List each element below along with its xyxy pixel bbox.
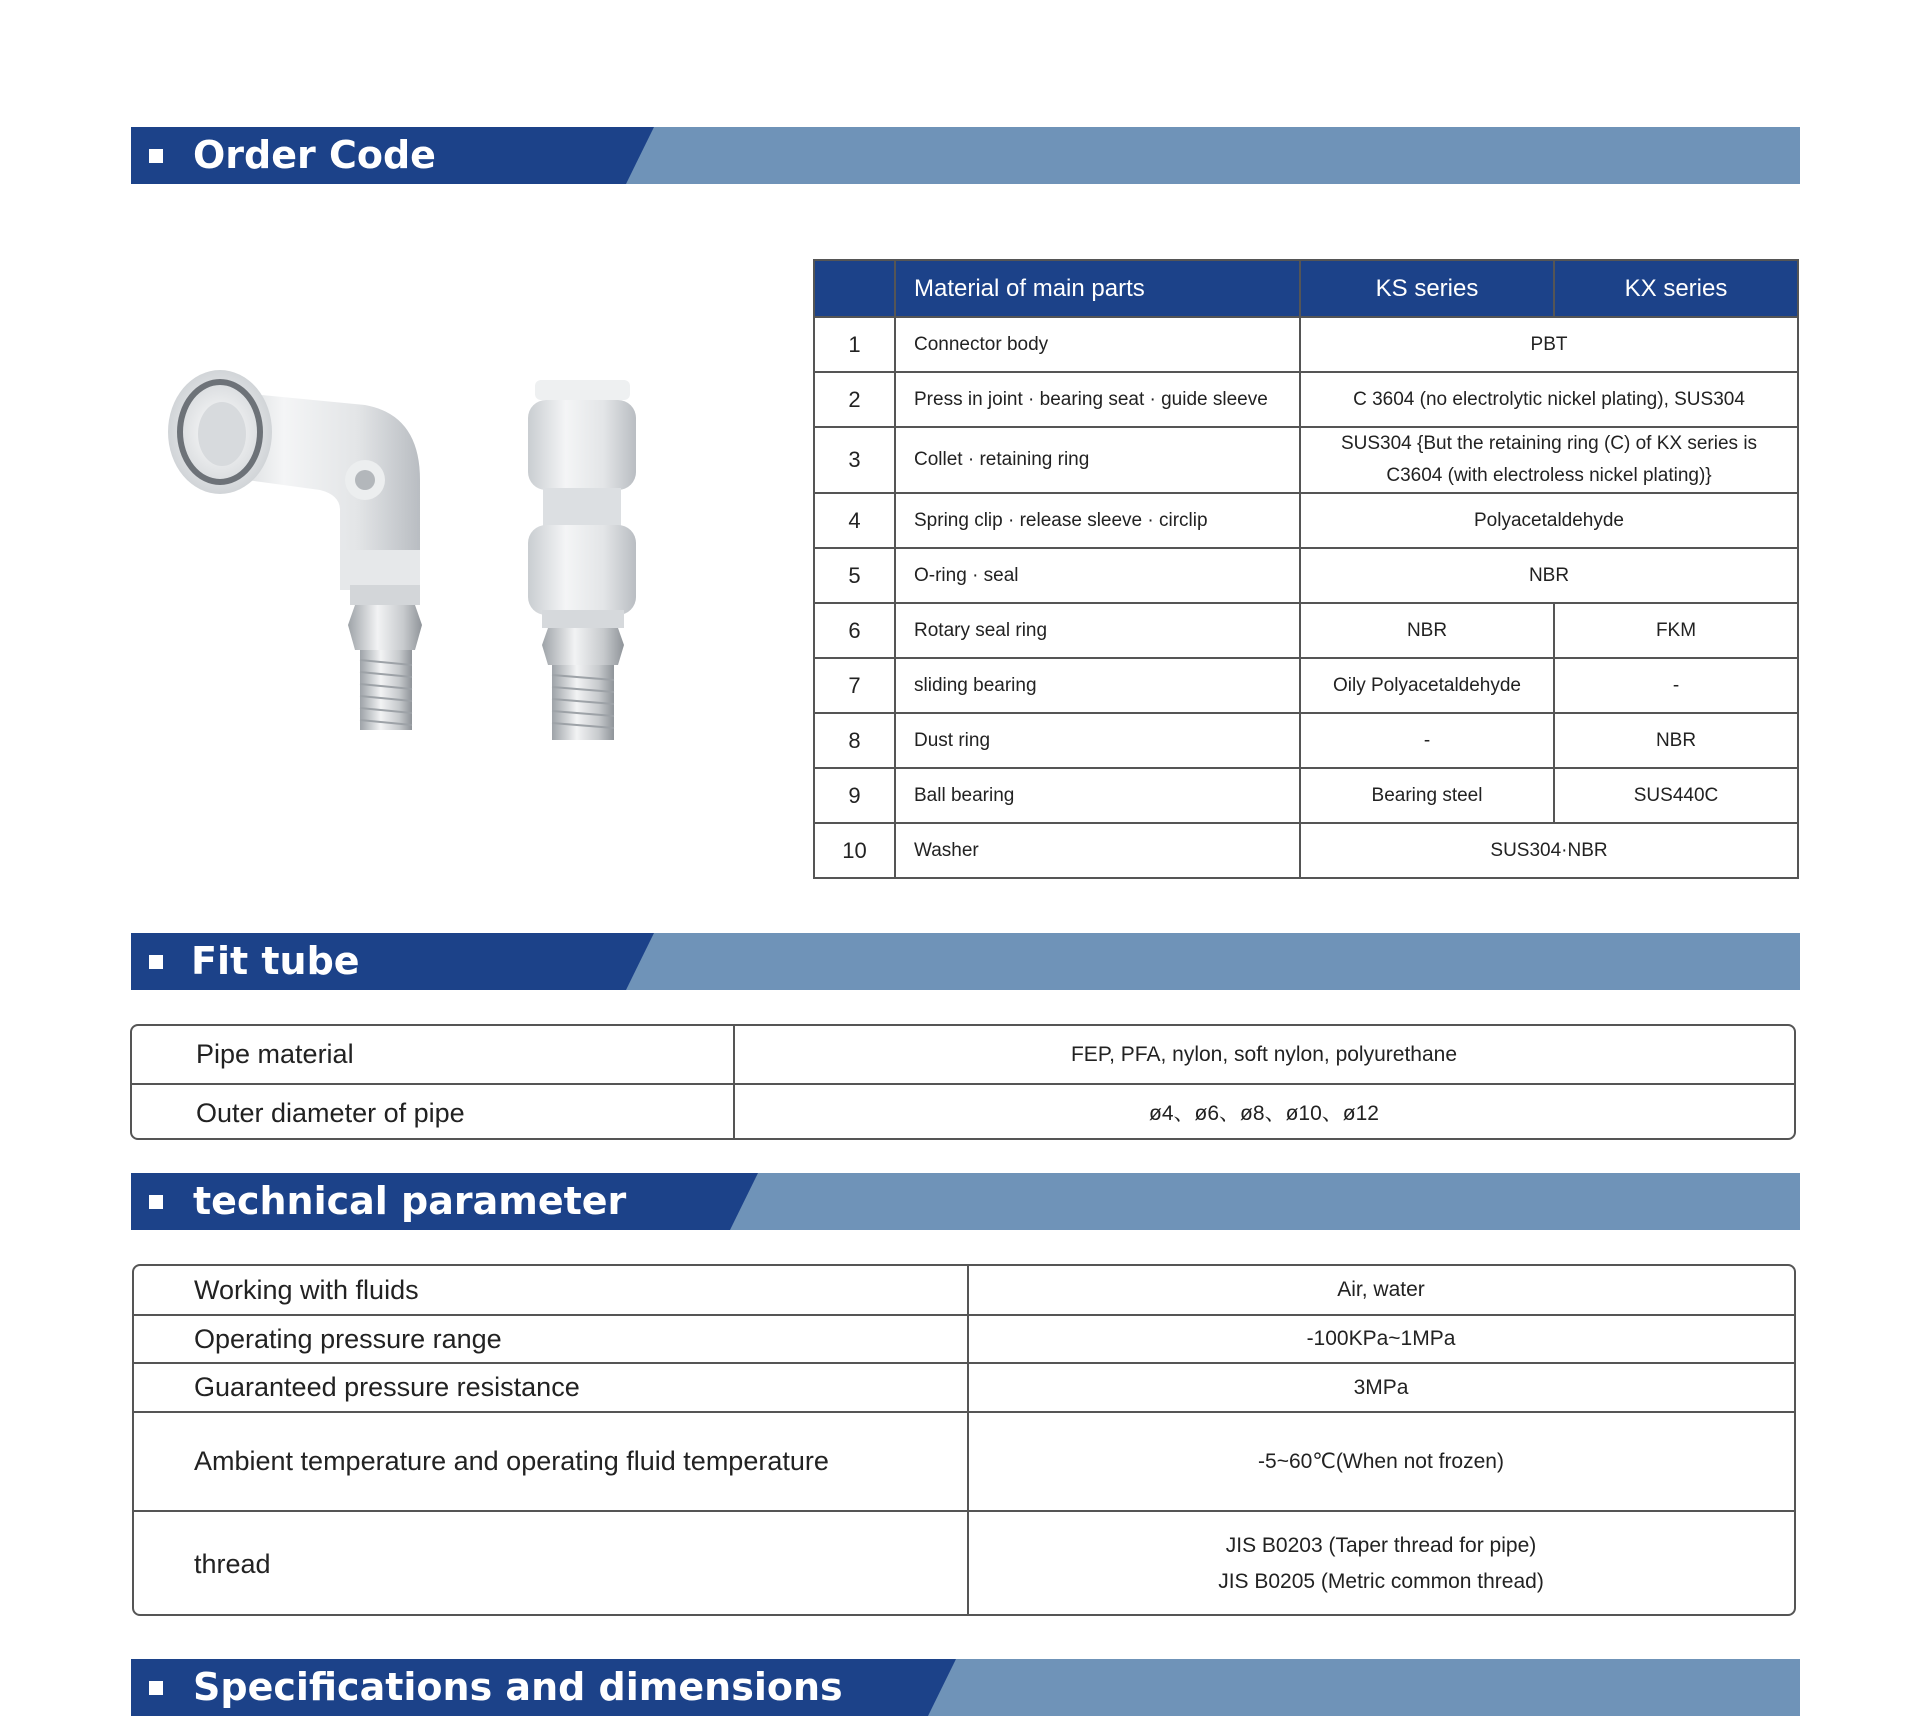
- row-number: 7: [814, 658, 895, 713]
- kx-value: SUS440C: [1554, 768, 1798, 823]
- part-name: Washer: [895, 823, 1300, 878]
- header-ks-series: KS series: [1300, 260, 1554, 317]
- table-header-row: [814, 260, 1798, 317]
- row-number: 8: [814, 713, 895, 768]
- row-number: 3: [814, 427, 895, 493]
- elbow-fitting: [168, 370, 422, 730]
- thread-value-line1: JIS B0203 (Taper thread for pipe): [1225, 1534, 1537, 1557]
- material-value: SUS304·NBR: [1300, 823, 1798, 878]
- technical-parameter-banner: [131, 1173, 1800, 1230]
- part-name: Ball bearing: [895, 768, 1300, 823]
- table-row: [814, 713, 1798, 768]
- fit-tube-banner: [131, 933, 1800, 990]
- table-row: [814, 548, 1798, 603]
- table-row: [814, 658, 1798, 713]
- part-name: Connector body: [895, 317, 1300, 372]
- table-row: [814, 317, 1798, 372]
- table-row: [814, 372, 1798, 427]
- row-number: 9: [814, 768, 895, 823]
- outer-diameter-label: Outer diameter of pipe: [196, 1098, 465, 1128]
- pressure-range-label: Operating pressure range: [194, 1323, 502, 1354]
- pressure-resistance-label: Guaranteed pressure resistance: [194, 1372, 580, 1402]
- kx-value: FKM: [1554, 603, 1798, 658]
- temperature-label: Ambient temperature and operating fluid temperature: [194, 1446, 829, 1476]
- row-number: 2: [814, 372, 895, 427]
- pipe-material-label: Pipe material: [196, 1039, 354, 1069]
- part-name: sliding bearing: [895, 658, 1300, 713]
- pipe-material-value: FEP, PFA, nylon, soft nylon, polyurethane: [1070, 1043, 1457, 1066]
- table-row: [132, 1026, 1794, 1083]
- technical-parameter-table: [132, 1264, 1796, 1616]
- part-name: Collet · retaining ring: [895, 427, 1300, 493]
- section-title-specifications: Specifications and dimensions: [193, 1665, 843, 1709]
- thread-value: [968, 1512, 1794, 1616]
- row-number: 4: [814, 493, 895, 548]
- material-value-line1: SUS304 {But the retaining ring (C) of KX series is: [1340, 433, 1758, 454]
- table-row: [814, 768, 1798, 823]
- thread-value-line2: JIS B0205 (Metric common thread): [1218, 1570, 1544, 1593]
- section-title-technical-parameter: technical parameter: [193, 1179, 627, 1223]
- table-row: [134, 1266, 1794, 1316]
- fluids-value: Air, water: [1337, 1278, 1425, 1301]
- pressure-range-value: -100KPa~1MPa: [1306, 1327, 1456, 1350]
- header-material: Material of main parts: [895, 260, 1300, 317]
- table-row: [814, 603, 1798, 658]
- material-value: [1300, 427, 1798, 493]
- kx-value: NBR: [1554, 713, 1798, 768]
- bullet-square-icon: [149, 1681, 163, 1695]
- material-value: C 3604 (no electrolytic nickel plating), SUS304: [1300, 372, 1798, 427]
- bullet-square-icon: [149, 1195, 163, 1209]
- row-number: 6: [814, 603, 895, 658]
- fit-tube-table: [130, 1024, 1796, 1140]
- ks-value: NBR: [1300, 603, 1554, 658]
- ks-value: -: [1300, 713, 1554, 768]
- table-row: [134, 1512, 1794, 1616]
- specifications-banner: [131, 1659, 1800, 1716]
- outer-diameter-value: ø4、ø6、ø8、ø10、ø12: [1149, 1102, 1379, 1125]
- part-name: Spring clip · release sleeve · circlip: [895, 493, 1300, 548]
- header-kx-series: KX series: [1554, 260, 1798, 317]
- ks-value: Oily Polyacetaldehyde: [1300, 658, 1554, 713]
- straight-fitting: [528, 380, 636, 740]
- thread-label: thread: [194, 1548, 271, 1579]
- bullet-square-icon: [149, 955, 163, 969]
- material-value-line2: C3604 (with electroless nickel plating)}: [1386, 465, 1712, 486]
- table-row: [132, 1083, 1794, 1140]
- row-number: 10: [814, 823, 895, 878]
- material-value: PBT: [1300, 317, 1798, 372]
- table-row: [814, 427, 1798, 493]
- table-row: [134, 1413, 1794, 1512]
- material-value: Polyacetaldehyde: [1300, 493, 1798, 548]
- materials-table: [813, 259, 1799, 879]
- table-row: [814, 493, 1798, 548]
- temperature-value: -5~60℃(When not frozen): [1258, 1449, 1504, 1473]
- fluids-label: Working with fluids: [194, 1274, 419, 1305]
- material-value: NBR: [1300, 548, 1798, 603]
- table-row: [814, 823, 1798, 878]
- part-name: Press in joint · bearing seat · guide sleeve: [895, 372, 1300, 427]
- ks-value: Bearing steel: [1300, 768, 1554, 823]
- bullet-square-icon: [149, 149, 163, 163]
- section-title-fit-tube: Fit tube: [191, 939, 360, 983]
- row-number: 5: [814, 548, 895, 603]
- part-name: Rotary seal ring: [895, 603, 1300, 658]
- part-name: Dust ring: [895, 713, 1300, 768]
- row-number: 1: [814, 317, 895, 372]
- order-code-banner: [131, 127, 1800, 184]
- section-title-order-code: Order Code: [193, 133, 436, 177]
- table-row: [134, 1316, 1794, 1364]
- header-number: [814, 260, 895, 317]
- part-name: O-ring · seal: [895, 548, 1300, 603]
- product-image-fittings: [150, 360, 770, 820]
- kx-value: -: [1554, 658, 1798, 713]
- table-row: [134, 1364, 1794, 1413]
- pressure-resistance-value: 3MPa: [1353, 1375, 1409, 1399]
